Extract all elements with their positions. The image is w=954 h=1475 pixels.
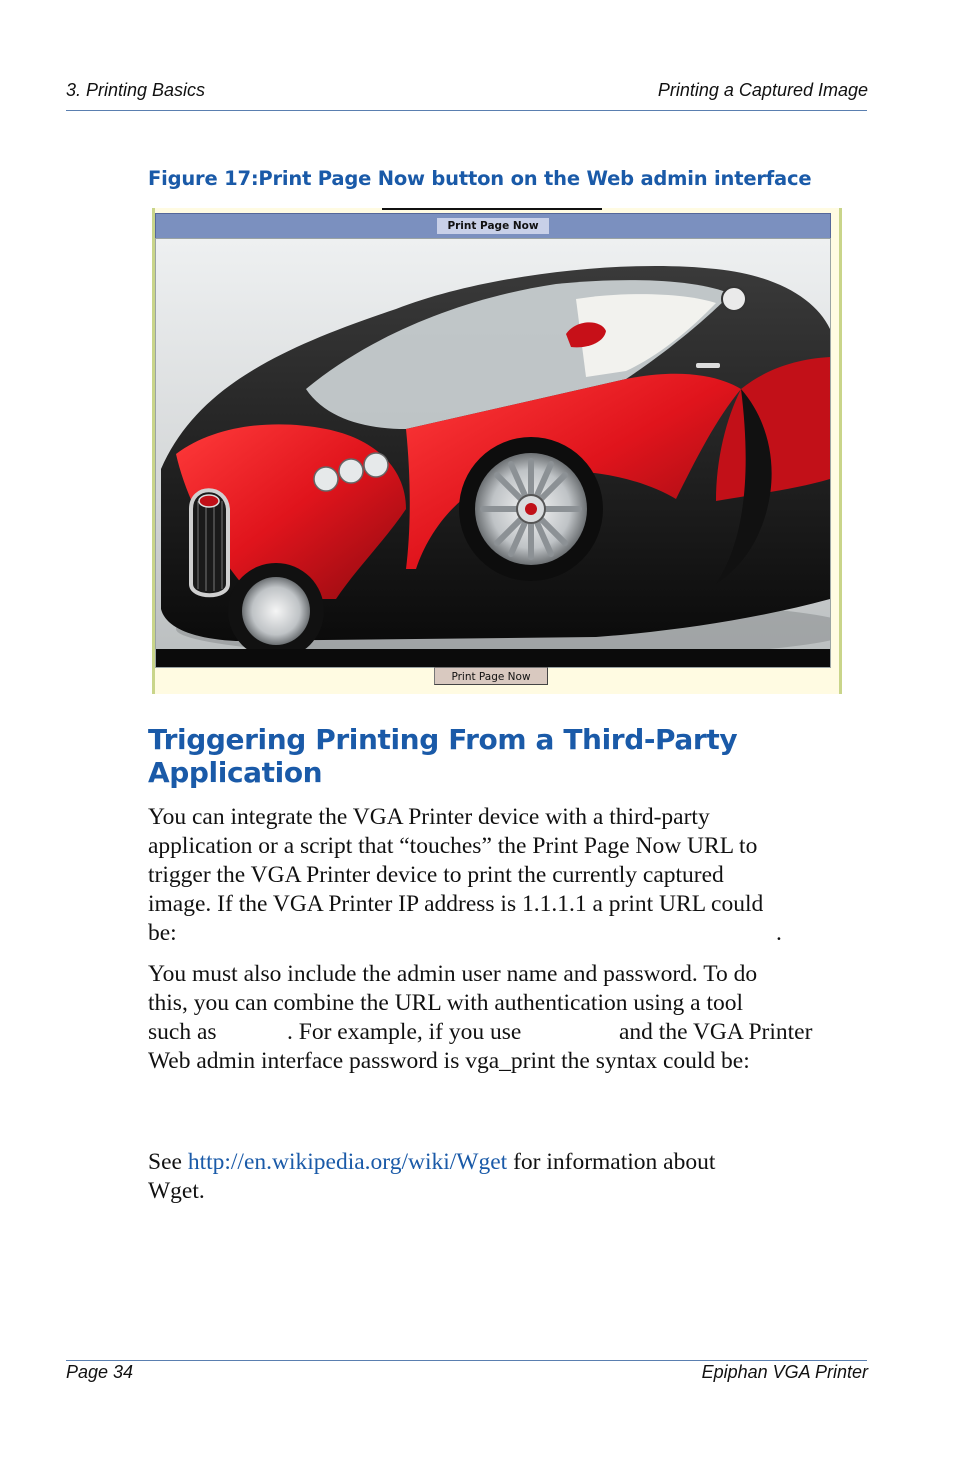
paragraph2-line3-part2: . For example, if you use bbox=[287, 1019, 522, 1045]
paragraph1-line5: be: bbox=[148, 920, 177, 946]
paragraph3-line1 bbox=[148, 1148, 715, 1177]
print-page-now-bar-label: Print Page Now bbox=[437, 218, 548, 234]
footer-product-name: Epiphan VGA Printer bbox=[701, 1362, 868, 1382]
footer-page-number: Page 34 bbox=[66, 1362, 134, 1382]
header-chapter: 3. Printing Basics bbox=[66, 80, 206, 100]
paragraph1-line2: application or a script that “touches” the Print Page Now URL to bbox=[148, 833, 758, 859]
frame-right-border bbox=[839, 208, 842, 694]
paragraph2-line1: You must also include the admin user name and password. To do bbox=[148, 961, 758, 987]
print-page-now-button[interactable]: Print Page Now bbox=[434, 667, 548, 685]
paragraph1-line4: image. If the VGA Printer IP address is 1.1.1.1 a print URL could bbox=[148, 891, 764, 917]
screenshot-top-line bbox=[382, 208, 602, 210]
paragraph1-line3: trigger the VGA Printer device to print the currently captured bbox=[148, 862, 724, 888]
captured-car-image bbox=[156, 239, 830, 667]
section-title-line1: Triggering Printing From a Third-Party bbox=[148, 723, 738, 756]
captured-image-frame bbox=[155, 238, 831, 668]
footer-rule bbox=[66, 1360, 867, 1361]
section-title-line2: Application bbox=[148, 756, 323, 789]
paragraph3-see: See bbox=[148, 1149, 182, 1175]
web-admin-screenshot bbox=[152, 208, 842, 694]
paragraph1-line1: You can integrate the VGA Printer device with a third-party bbox=[148, 804, 710, 830]
paragraph3-rest: for information about bbox=[513, 1149, 716, 1175]
header-section: Printing a Captured Image bbox=[657, 80, 868, 100]
paragraph2-line4: Web admin interface password is vga_print the syntax could be: bbox=[148, 1048, 750, 1074]
paragraph1-line5-period: . bbox=[776, 920, 782, 946]
header-rule bbox=[66, 110, 867, 111]
paragraph2-line3-part3: and the VGA Printer bbox=[619, 1019, 813, 1045]
print-page-now-bar bbox=[155, 213, 831, 239]
paragraph2-line2: this, you can combine the URL with authentication using a tool bbox=[148, 990, 744, 1016]
paragraph3-line2: Wget. bbox=[148, 1178, 205, 1204]
wget-wikipedia-link[interactable]: http://en.wikipedia.org/wiki/Wget bbox=[187, 1149, 508, 1175]
paragraph2-line3-part1: such as bbox=[148, 1019, 217, 1045]
figure-caption: Figure 17:Print Page Now button on the Web admin interface bbox=[148, 167, 812, 190]
